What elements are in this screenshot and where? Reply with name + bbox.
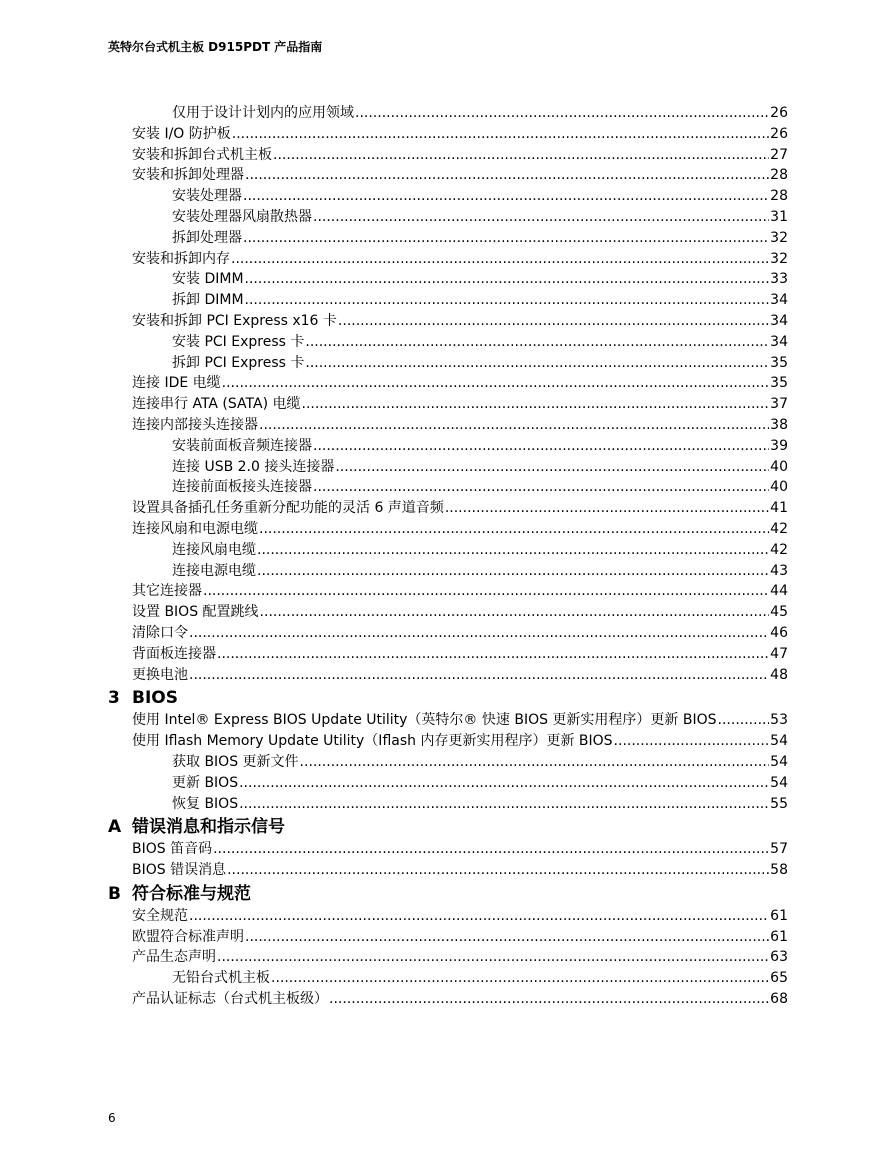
toc-dot-leader (313, 207, 769, 228)
toc-entry-page: 68 (770, 991, 788, 1008)
toc-entry-title: 使用 Iflash Memory Update Utility（Iflash 内存更新实用程序）更新 BIOS (132, 733, 613, 750)
toc-entry-title: 安装 DIMM (172, 271, 244, 288)
toc-entry[interactable] (108, 332, 788, 353)
toc-entry-page: 41 (770, 500, 788, 517)
toc-entry-title: 安装和拆卸台式机主板 (132, 146, 272, 163)
toc-entry-title: 连接风扇电缆 (172, 541, 256, 558)
toc-entry[interactable] (108, 927, 788, 948)
toc-section-number: A (108, 817, 122, 838)
toc-entry-page: 48 (770, 666, 788, 683)
toc-entry[interactable] (108, 968, 788, 989)
toc-dot-leader (217, 947, 769, 968)
toc-entry[interactable] (108, 186, 788, 207)
toc-dot-leader (260, 602, 770, 623)
toc-section-title: 错误消息和指示信号 (132, 817, 285, 838)
toc-dot-leader (245, 165, 769, 186)
toc-entry[interactable] (108, 839, 788, 860)
toc-entry[interactable] (108, 752, 788, 773)
toc-entry-title: 安装和拆卸内存 (132, 250, 230, 267)
toc-entry-page: 57 (770, 841, 788, 858)
toc-entry-title: 连接 IDE 电缆 (132, 375, 221, 392)
toc-dot-leader (335, 457, 769, 478)
toc-entry-title: 连接电源电缆 (172, 562, 256, 579)
toc-entry-title: 欧盟符合标准声明 (132, 928, 244, 945)
toc-dot-leader (245, 927, 769, 948)
toc-entry-page: 39 (770, 437, 788, 454)
toc-dot-leader (302, 394, 770, 415)
toc-entry-title: 连接前面板接头连接器 (172, 479, 312, 496)
toc-dot-leader (217, 644, 769, 665)
toc-section-heading (108, 883, 788, 906)
toc-entry[interactable] (108, 353, 788, 374)
toc-entry[interactable] (108, 477, 788, 498)
toc-entry-title: 其它连接器 (132, 583, 202, 600)
toc-dot-leader (245, 290, 770, 311)
toc-entry-title: 安装处理器风扇散热器 (172, 208, 312, 225)
toc-entry-title: 安装和拆卸 PCI Express x16 卡 (132, 312, 337, 329)
toc-entry-page: 58 (770, 862, 788, 879)
toc-entry[interactable] (108, 989, 788, 1010)
toc-entry[interactable] (108, 124, 788, 145)
toc-entry-page: 40 (770, 479, 788, 496)
toc-entry[interactable] (108, 311, 788, 332)
toc-entry-title: 产品认证标志（台式机主板级） (132, 991, 328, 1008)
toc-entry-page: 35 (770, 375, 788, 392)
toc-entry-page: 27 (770, 146, 788, 163)
toc-entry-title: 连接内部接头连接器 (132, 416, 258, 433)
toc-entry-title: BIOS 笛音码 (132, 841, 213, 858)
toc-entry[interactable] (108, 540, 788, 561)
toc-dot-leader (300, 752, 770, 773)
toc-entry[interactable] (108, 394, 788, 415)
toc-entry-page: 31 (770, 208, 788, 225)
toc-dot-leader (232, 124, 769, 145)
toc-entry-page: 55 (770, 795, 788, 812)
toc-entry-page: 61 (770, 928, 788, 945)
toc-dot-leader (189, 906, 769, 927)
toc-section-number: B (108, 883, 121, 904)
toc-entry-title: 更换电池 (132, 666, 188, 683)
toc-entry-title: 安装 PCI Express 卡 (172, 333, 305, 350)
toc-dot-leader (313, 477, 769, 498)
toc-entry[interactable] (108, 145, 788, 166)
toc-entry-page: 53 (770, 712, 788, 729)
toc-dot-leader (245, 269, 770, 290)
toc-entry[interactable] (108, 498, 788, 519)
toc-entry[interactable] (108, 860, 788, 881)
toc-entry[interactable] (108, 207, 788, 228)
toc-entry-title: 拆卸 DIMM (172, 292, 244, 309)
toc-entry-page: 28 (770, 188, 788, 205)
toc-entry-page: 32 (770, 250, 788, 267)
toc-entry-title: 设置具备插孔任务重新分配功能的灵活 6 声道音频 (132, 500, 444, 517)
toc-entry-title: 仅用于设计计划内的应用领域 (172, 105, 354, 121)
toc-entry-page: 46 (770, 624, 788, 641)
toc-entry-page: 32 (770, 229, 788, 246)
toc-entry-title: 产品生态声明 (132, 949, 216, 966)
toc-entry[interactable] (108, 457, 788, 478)
toc-section-heading (108, 687, 788, 710)
toc-entry-page: 42 (770, 541, 788, 558)
toc-entry[interactable] (108, 373, 788, 394)
toc-entry-title: 设置 BIOS 配置跳线 (132, 604, 259, 621)
toc-entry[interactable] (108, 773, 788, 794)
toc-entry[interactable] (108, 710, 788, 731)
toc-dot-leader (203, 581, 769, 602)
toc-entry-title: 拆卸处理器 (172, 229, 242, 246)
toc-entry[interactable] (108, 561, 788, 582)
toc-entry-title: 更新 BIOS (172, 774, 239, 791)
toc-entry-title: 连接串行 ATA (SATA) 电缆 (132, 396, 301, 413)
toc-dot-leader (257, 540, 769, 561)
toc-entry-title: 安全规范 (132, 907, 188, 924)
toc-entry[interactable] (108, 602, 788, 623)
table-of-contents (108, 103, 788, 1010)
toc-dot-leader (222, 373, 770, 394)
toc-entry[interactable] (108, 731, 788, 752)
toc-entry-page: 35 (770, 354, 788, 371)
toc-entry-page: 43 (770, 562, 788, 579)
toc-entry-title: 背面板连接器 (132, 645, 216, 662)
toc-entry-page: 33 (770, 271, 788, 288)
toc-dot-leader (239, 773, 769, 794)
toc-dot-leader (305, 332, 769, 353)
toc-entry-page: 26 (770, 105, 788, 121)
toc-dot-leader (189, 665, 769, 686)
toc-dot-leader (213, 839, 769, 860)
toc-dot-leader (273, 145, 769, 166)
toc-dot-leader (271, 968, 769, 989)
toc-entry-page: 34 (770, 312, 788, 329)
toc-entry-page: 63 (770, 949, 788, 966)
toc-entry[interactable] (108, 436, 788, 457)
toc-entry[interactable] (108, 269, 788, 290)
page-header: 英特尔台式机主板 D915PDT 产品指南 (108, 40, 323, 54)
toc-dot-leader (239, 794, 769, 815)
toc-entry[interactable] (108, 794, 788, 815)
toc-entry-page: 28 (770, 167, 788, 184)
toc-entry-page: 34 (770, 333, 788, 350)
toc-entry-title: BIOS 错误消息 (132, 862, 227, 879)
toc-entry[interactable] (108, 906, 788, 927)
toc-dot-leader (243, 228, 769, 249)
toc-dot-leader (355, 103, 769, 124)
toc-dot-leader (305, 353, 769, 374)
toc-entry-page: 34 (770, 292, 788, 309)
toc-entry[interactable] (108, 249, 788, 270)
toc-entry-page: 65 (770, 970, 788, 987)
toc-section-number: 3 (108, 688, 120, 709)
toc-dot-leader (231, 249, 769, 270)
toc-entry-page: 54 (770, 753, 788, 770)
toc-entry-title: 安装和拆卸处理器 (132, 167, 244, 184)
toc-entry[interactable] (108, 623, 788, 644)
toc-entry-title: 连接风扇和电源电缆 (132, 520, 258, 537)
toc-entry-page: 38 (770, 416, 788, 433)
toc-dot-leader (445, 498, 769, 519)
toc-entry-title: 安装处理器 (172, 188, 242, 205)
toc-dot-leader (338, 311, 769, 332)
page-number: 6 (108, 1111, 116, 1125)
toc-entry-title: 安装 I/O 防护板 (132, 125, 231, 142)
toc-dot-leader (718, 710, 770, 731)
toc-entry-title: 拆卸 PCI Express 卡 (172, 354, 305, 371)
toc-entry-page: 54 (770, 774, 788, 791)
toc-dot-leader (614, 731, 770, 752)
toc-dot-leader (259, 415, 769, 436)
toc-entry[interactable] (108, 103, 788, 124)
toc-entry[interactable] (108, 415, 788, 436)
toc-entry[interactable] (108, 947, 788, 968)
toc-entry[interactable] (108, 228, 788, 249)
toc-entry-title: 获取 BIOS 更新文件 (172, 753, 299, 770)
toc-entry-page: 42 (770, 520, 788, 537)
toc-section-title: BIOS (132, 688, 178, 709)
toc-dot-leader (259, 519, 769, 540)
toc-entry-title: 恢复 BIOS (172, 795, 239, 812)
toc-entry-page: 45 (770, 604, 788, 621)
toc-section-heading (108, 816, 788, 839)
toc-section-title: 符合标准与规范 (132, 883, 251, 904)
toc-dot-leader (329, 989, 769, 1010)
toc-dot-leader (243, 186, 769, 207)
toc-entry[interactable] (108, 644, 788, 665)
toc-entry[interactable] (108, 165, 788, 186)
toc-entry-page: 44 (770, 583, 788, 600)
toc-dot-leader (257, 561, 769, 582)
toc-entry-page: 61 (770, 907, 788, 924)
toc-entry-title: 安装前面板音频连接器 (172, 437, 312, 454)
toc-entry-title: 无铅台式机主板 (172, 970, 270, 987)
toc-entry[interactable] (108, 290, 788, 311)
toc-dot-leader (313, 436, 769, 457)
toc-dot-leader (227, 860, 769, 881)
toc-entry-title: 清除口令 (132, 624, 188, 641)
toc-entry[interactable] (108, 581, 788, 602)
toc-entry[interactable] (108, 519, 788, 540)
toc-entry-title: 连接 USB 2.0 接头连接器 (172, 458, 335, 475)
toc-entry-title: 使用 Intel® Express BIOS Update Utility（英特尔® 快速 BIOS 更新实用程序）更新 BIOS (132, 712, 717, 729)
toc-entry-page: 37 (770, 396, 788, 413)
toc-entry-page: 54 (770, 733, 788, 750)
toc-entry-page: 47 (770, 645, 788, 662)
toc-dot-leader (189, 623, 769, 644)
toc-entry-page: 26 (770, 125, 788, 142)
toc-entry[interactable] (108, 665, 788, 686)
toc-entry-page: 40 (770, 458, 788, 475)
